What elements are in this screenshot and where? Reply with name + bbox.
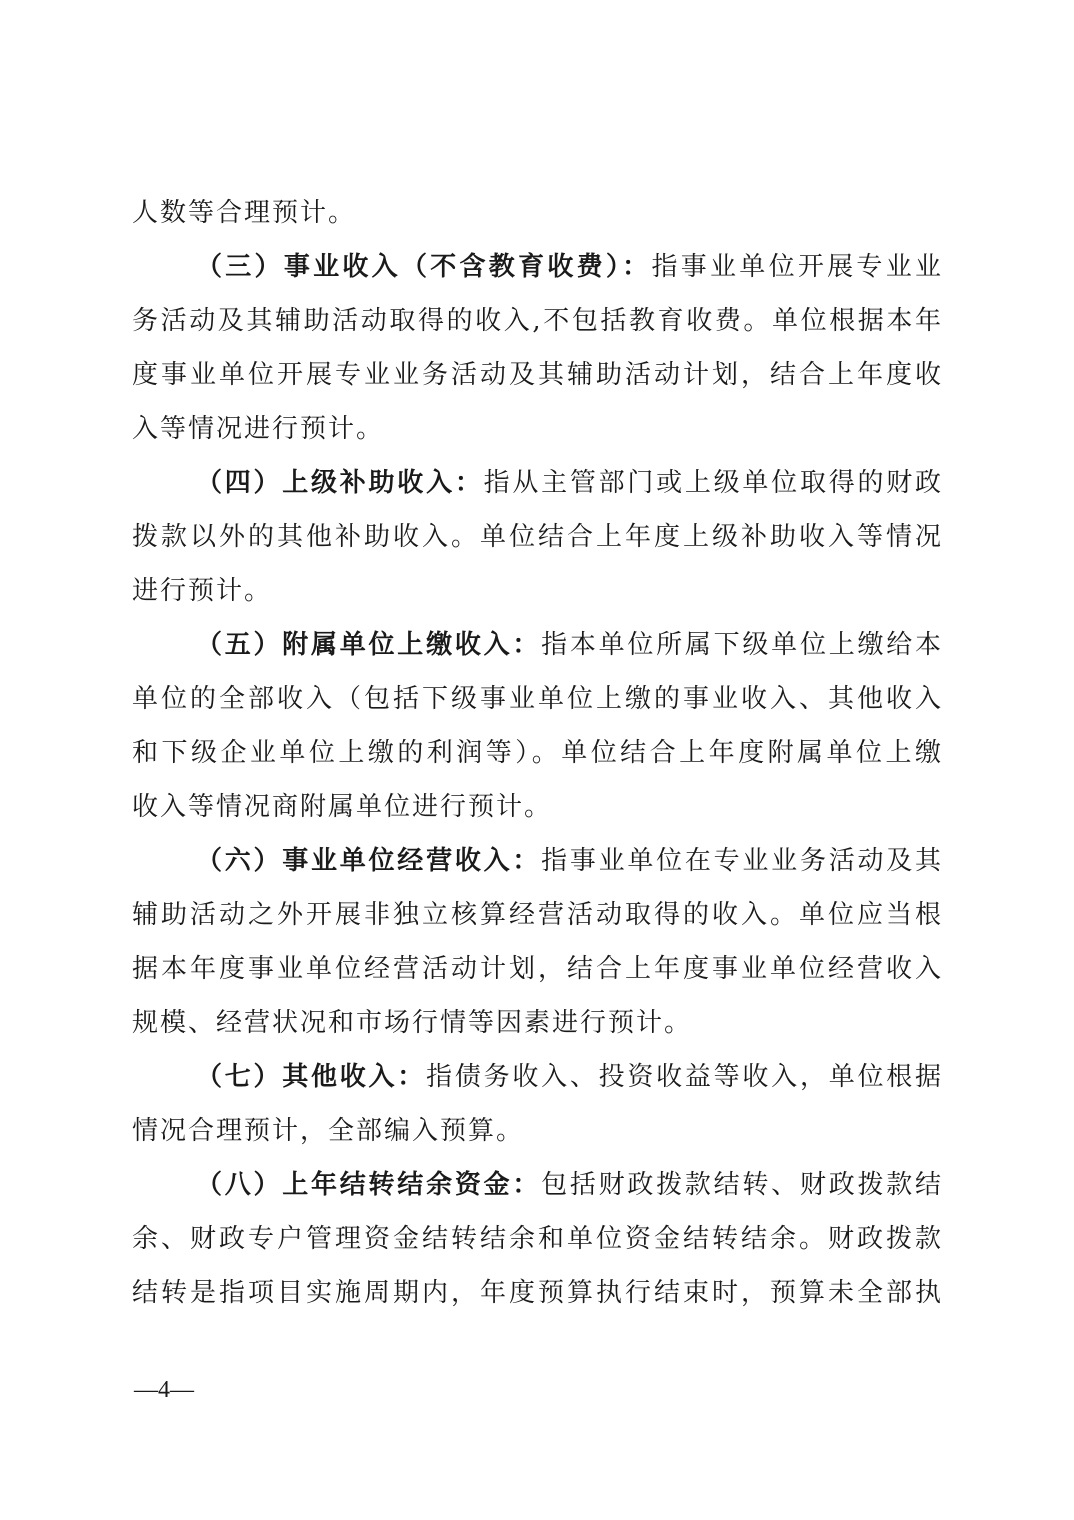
body-line: 规模、经营状况和市场行情等因素进行预计。: [132, 1008, 693, 1038]
body-line: 进行预计。: [132, 576, 273, 606]
body-line: 结转是指项目实施周期内，年度预算执行结束时，预算未全部执: [132, 1278, 942, 1308]
body-line: 情况合理预计，全部编入预算。: [132, 1116, 525, 1146]
section-heading: （七）其他收入：: [196, 1062, 427, 1092]
body-line: 入等情况进行预计。: [132, 414, 385, 444]
body-text: 指本单位所属下级单位上缴给本: [541, 630, 942, 660]
body-line: 辅助活动之外开展非独立核算经营活动取得的收入。单位应当根: [132, 900, 942, 930]
body-line: 单位的全部收入（包括下级事业单位上缴的事业收入、其他收入: [132, 684, 942, 714]
paragraph-first-line: [132, 834, 942, 888]
paragraph-first-line: [132, 456, 942, 510]
body-line: 据本年度事业单位经营活动计划，结合上年度事业单位经营收入: [132, 954, 942, 984]
paragraph-first-line: [132, 618, 942, 672]
paragraph-first-line: [132, 1158, 942, 1212]
section-heading: （五）附属单位上缴收入：: [196, 630, 542, 660]
body-line: 人数等合理预计。: [132, 198, 357, 228]
body-text: 指从主管部门或上级单位取得的财政: [483, 468, 942, 498]
body-text: 指事业单位在专业业务活动及其: [541, 846, 942, 876]
section-heading: （六）事业单位经营收入：: [196, 846, 542, 876]
section-heading: （四）上级补助收入：: [196, 468, 484, 498]
body-text: 包括财政拨款结转、财政拨款结: [541, 1170, 942, 1200]
body-line: 和下级企业单位上缴的利润等）。单位结合上年度附属单位上缴: [132, 738, 942, 768]
section-heading: （三）事业收入（不含教育收费）：: [196, 252, 652, 282]
body-line: 务活动及其辅助活动取得的收入,不包括教育收费。单位根据本年: [132, 306, 942, 336]
paragraph-first-line: [132, 240, 942, 294]
body-text: 指事业单位开展专业业: [651, 252, 942, 282]
body-line: 拨款以外的其他补助收入。单位结合上年度上级补助收入等情况: [132, 522, 942, 552]
paragraph-first-line: [132, 1050, 942, 1104]
body-line: 收入等情况商附属单位进行预计。: [132, 792, 553, 822]
body-line: 度事业单位开展专业业务活动及其辅助活动计划，结合上年度收: [132, 360, 942, 390]
section-heading: （八）上年结转结余资金：: [196, 1170, 542, 1200]
body-line: 余、财政专户管理资金结转结余和单位资金结转结余。财政拨款: [132, 1224, 942, 1254]
page-number: —4—: [134, 1377, 194, 1403]
document-body: [132, 186, 942, 1320]
body-text: 指债务收入、投资收益等收入，单位根据: [426, 1062, 942, 1092]
